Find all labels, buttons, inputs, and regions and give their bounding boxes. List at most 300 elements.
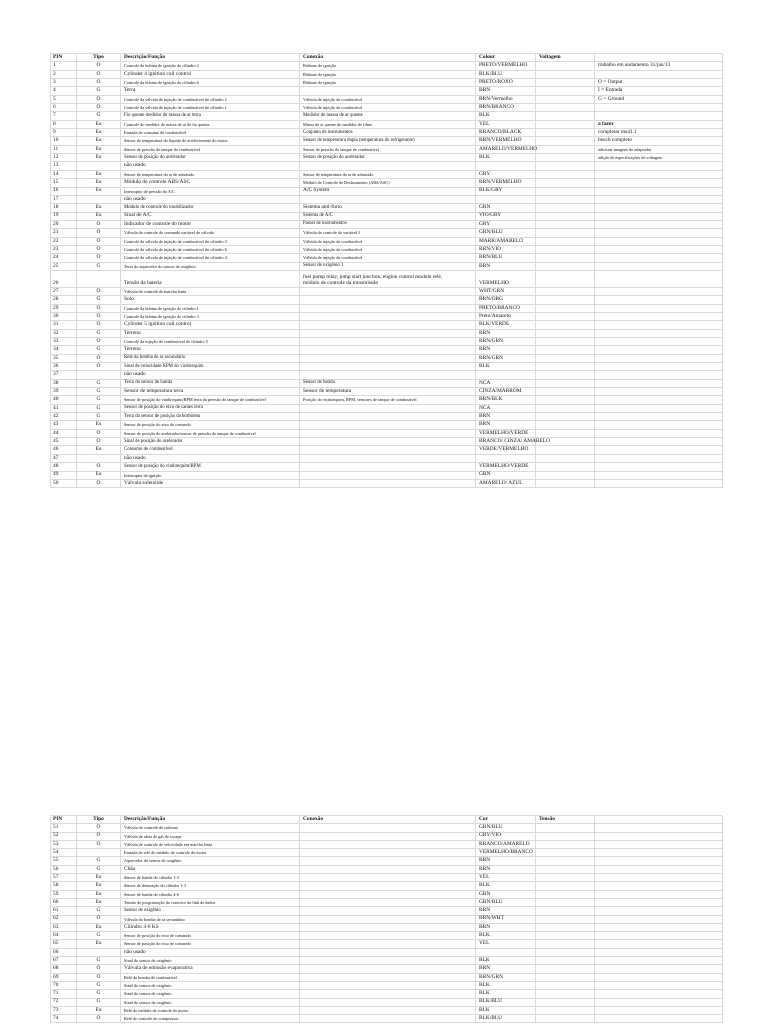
table-row [51,405,722,413]
descricao-cell: Terra [121,87,300,95]
tipo-cell: G [77,982,121,990]
pin-cell: 68 [51,965,77,973]
pin-cell: 48 [51,463,77,471]
tensao-cell [536,254,595,262]
tipo-cell: G [77,388,121,396]
cor-cell: WHT/GRN [476,288,536,296]
table-row [51,924,722,932]
descricao-cell: Sensor de temperatura do líquido de arrefecimento do motor [121,137,300,145]
tensao-cell [536,899,595,907]
tensao-cell [536,455,595,463]
descricao-cell: Módulo de controle ABS/ASC [121,179,300,187]
conexao-cell [300,446,476,454]
nota-cell [595,932,723,940]
tensao-cell [536,1007,595,1015]
descricao-cell: Sinal do sensor de oxigênio [121,990,300,998]
pin-cell: 13 [51,162,77,170]
tensao-cell [536,891,595,899]
descricao-cell: Sensor de temperatura do ar de admissão [121,171,300,179]
descricao-cell: Válvula de controle de velocidade em marcha lenta [121,841,300,849]
nota-cell [595,916,723,924]
tensao-cell [536,824,595,832]
nota-cell [595,866,723,874]
table-row [51,221,722,229]
descricao-cell: Controle da injeção de combustível do cilindro 5 [121,338,300,346]
pinout-table-page-1 [50,53,722,488]
tipo-cell: G [77,957,121,965]
header-tipo: Tipo [77,816,121,824]
conexao-cell: Sensor de oxigênio 1 [300,263,476,271]
tensao-cell [536,321,595,329]
conexao-cell [300,162,476,170]
pin-cell: 40 [51,396,77,404]
conexao-cell [300,305,476,313]
descricao-cell: Fio quente medidor de massa de ar terra [121,112,300,120]
pin-cell: 43 [51,421,77,429]
pin-cell: 37 [51,371,77,379]
cor-cell: VERMELHO/BRANCO [476,849,536,857]
nota-cell [595,990,723,998]
descricao-cell: Sensor de posição do eixo de comando [121,932,300,940]
table-row [51,932,722,940]
conexao-cell [300,990,476,998]
cor-cell: PRETO/BRANCO [476,305,536,313]
nota-cell: completar ms41.1 [595,129,723,137]
tipo-cell: Eu [77,940,121,948]
tipo-cell: G [77,112,121,120]
tipo-cell: O [77,238,121,246]
pin-cell: 65 [51,940,77,948]
nota-cell [595,246,723,254]
cor-cell: BLK [476,957,536,965]
tensao-cell [536,246,595,254]
pin-cell: 16 [51,188,77,196]
table-row [51,965,722,973]
cor-cell: BRN/BRANCO [476,104,536,112]
header-conexao: Conexão [300,54,476,62]
tensao-cell [536,480,595,488]
pin-cell: 53 [51,841,77,849]
table-row [51,62,722,70]
tensao-cell [536,129,595,137]
nota-cell [595,396,723,404]
tensao-cell [536,446,595,454]
table-row [51,154,722,162]
descricao-cell: Sensor de temperatura terra [121,388,300,396]
conexao-cell: Bobinas de ignição [300,62,476,70]
descricao-cell: Aquecedor do sensor de oxigênio [121,857,300,865]
table-row [51,907,722,915]
cor-cell: GRN/BLU [476,899,536,907]
pin-cell: 71 [51,990,77,998]
header-nota [595,54,723,62]
nota-cell [595,455,723,463]
cor-cell: GRN [476,891,536,899]
pin-cell: 15 [51,179,77,187]
descricao-cell: Tensão de programação do conector do link de dados [121,899,300,907]
conexao-cell [300,313,476,321]
pin-cell: 10 [51,137,77,145]
cor-cell: MARR/AMARELO [476,238,536,246]
tipo-cell: O [77,254,121,262]
table-row [51,480,722,488]
tensao-cell [536,363,595,371]
conexao-cell [300,196,476,204]
tensao-cell [536,338,595,346]
conexao-cell [300,940,476,948]
nota-cell [595,254,723,262]
pin-cell: 41 [51,405,77,413]
pin-cell: 73 [51,1007,77,1015]
tipo-cell: O [77,321,121,329]
table-row [51,104,722,112]
tipo-cell: Eu [77,924,121,932]
descricao-cell: Cylinder 5 ignition coil control [121,321,300,329]
pin-cell: 66 [51,949,77,957]
table-row [51,421,722,429]
conexao-cell: Massa de ar quente do medidor de filme [300,121,476,129]
table-row [51,363,722,371]
cor-cell: BLK/BLU [476,71,536,79]
tensao-cell [536,305,595,313]
nota-cell [595,221,723,229]
tensao-cell [536,330,595,338]
cor-cell: GRN [476,204,536,212]
descricao-cell: Consumo de combustível [121,446,300,454]
cor-cell: VIO/GRY [476,213,536,221]
descricao-cell: não usado [121,162,300,170]
nota-cell [595,371,723,379]
nota-cell [595,229,723,237]
nota-cell [595,940,723,948]
cor-cell: BRN [476,330,536,338]
pin-cell: 52 [51,833,77,841]
nota-cell [595,346,723,354]
pin-cell: 2 [51,71,77,79]
tipo-cell: Eu [77,171,121,179]
cor-cell [476,196,536,204]
tipo-cell: Eu [77,204,121,212]
pin-cell: 38 [51,380,77,388]
tensao-cell [536,957,595,965]
tipo-cell: Eu [77,179,121,187]
pin-cell: 18 [51,204,77,212]
tipo-cell: O [77,824,121,832]
table-row [51,999,722,1007]
pin-cell: 29 [51,305,77,313]
table-row [51,96,722,104]
pin-cell: 21 [51,229,77,237]
nota-cell [595,882,723,890]
nota-cell [595,196,723,204]
cor-cell: BRN/VIO [476,246,536,254]
descricao-cell: Cylinder 4 ignition coil control [121,71,300,79]
pin-cell: 72 [51,999,77,1007]
tensao-cell [536,137,595,145]
tipo-cell [77,455,121,463]
table-row [51,380,722,388]
table-row [51,866,722,874]
table-row [51,438,722,446]
pin-cell: 12 [51,154,77,162]
table-row [51,1007,722,1015]
tensao-cell [536,396,595,404]
pin-cell: 7 [51,112,77,120]
cor-cell: BRANCO/AMARELO [476,841,536,849]
cor-cell: BRN/VERMELHO [476,179,536,187]
descricao-cell: Sensor de posição do virabrequim/RPM terra da pressão do tanque de combustível [121,396,300,404]
table-row [51,246,722,254]
tensao-cell [536,924,595,932]
tipo-cell: O [77,916,121,924]
nota-cell [595,1015,723,1023]
table-row [51,346,722,354]
pin-cell: 24 [51,254,77,262]
table-row [51,196,722,204]
tensao-cell [536,916,595,924]
tipo-cell: Eu [77,188,121,196]
nota-cell [595,380,723,388]
cor-cell: Preto/Amarelo [476,313,536,321]
descricao-cell: Terra do sensor de batida [121,380,300,388]
pin-cell: 26 [51,271,77,288]
conexao-cell [300,907,476,915]
conexao-cell: fuel pump relay, jump start junction, engine control module relé, módulo de controle da transmissão [300,271,476,288]
descricao-cell: Controle da bobina de ignição do cilindro 3 [121,313,300,321]
tipo-cell: O [77,841,121,849]
cor-cell: BLK [476,363,536,371]
cor-cell: BRN/BLU [476,254,536,262]
cor-cell: BRN [476,263,536,271]
table-row [51,396,722,404]
tipo-cell: Eu [77,882,121,890]
nota-cell [595,355,723,363]
nota-cell [595,188,723,196]
cor-cell [476,949,536,957]
header-tensao: Tensão [536,816,595,824]
conexao-cell [300,833,476,841]
nota-cell [595,321,723,329]
table-row [51,79,722,87]
conexao-cell: Válvula de injeção de combustível [300,238,476,246]
table-row [51,899,722,907]
table-row [51,338,722,346]
cor-cell [476,162,536,170]
tensao-cell [536,982,595,990]
conexao-cell [300,472,476,480]
pin-cell: 28 [51,296,77,304]
cor-cell: YEL [476,940,536,948]
tipo-cell: G [77,405,121,413]
tensao-cell [536,96,595,104]
tensao-cell [536,405,595,413]
cor-cell: GRY [476,171,536,179]
conexao-cell [300,296,476,304]
tipo-cell: Eu [77,213,121,221]
conexao-cell [300,330,476,338]
table-row [51,833,722,841]
tipo-cell [77,162,121,170]
tipo-cell: G [77,932,121,940]
table-row [51,430,722,438]
pin-cell: 22 [51,238,77,246]
conexao-cell [300,957,476,965]
cor-cell [476,455,536,463]
descricao-cell: Controle da bobina de ignição do cilindro 2 [121,62,300,70]
tensao-cell [536,463,595,471]
table-row [51,857,722,865]
pin-cell: 6 [51,104,77,112]
conexao-cell: Válvula de injeção de combustível [300,246,476,254]
tipo-cell: O [77,1015,121,1023]
table-row [51,313,722,321]
conexao-cell [300,924,476,932]
nota-cell [595,430,723,438]
tipo-cell: G [77,380,121,388]
pin-cell: 62 [51,916,77,924]
cor-cell: BLK/GRY [476,188,536,196]
header-descricao: Descrição/Função [121,54,300,62]
cor-cell: GRY/VIO [476,833,536,841]
nota-cell [595,388,723,396]
table-row [51,204,722,212]
tipo-cell: O [77,480,121,488]
nota-cell [595,849,723,857]
descricao-cell: Sensor de posição do acelerador/sensor de pressão do tanque de combustível [121,430,300,438]
descricao-cell: Indicador de controle do motor [121,221,300,229]
table-row [51,179,722,187]
nota-cell [595,957,723,965]
descricao-cell: Sensor de detonação do cilindro 1-3 [121,882,300,890]
nota-cell [595,162,723,170]
cor-cell: YEL [476,874,536,882]
nota-cell: G = Ground [595,96,723,104]
pin-cell: 11 [51,146,77,154]
conexao-cell: Medidor de massa de ar quente [300,112,476,120]
tipo-cell: O [77,974,121,982]
pin-cell: 30 [51,313,77,321]
tipo-cell: G [77,296,121,304]
descricao-cell: Terra do aquecedor do sensor de oxigênio [121,263,300,271]
conexao-cell: Sistema anti-furto [300,204,476,212]
tensao-cell [536,313,595,321]
tensao-cell [536,371,595,379]
nota-cell [595,413,723,421]
cor-cell: BLK [476,990,536,998]
table-row [51,263,722,271]
tensao-cell [536,421,595,429]
descricao-cell: Sinal de A/C [121,213,300,221]
nota-cell [595,874,723,882]
cor-cell: BRN/WHT [476,916,536,924]
tensao-cell [536,146,595,154]
table-row [51,162,722,170]
conexao-cell: Sensor de posição do acelerador [300,154,476,162]
header-descricao: Descrição/Função [121,816,300,824]
conexao-cell [300,413,476,421]
cor-cell: GRN/BLU [476,229,536,237]
pin-cell: 69 [51,974,77,982]
pin-cell: 70 [51,982,77,990]
nota-cell [595,446,723,454]
descricao-cell: Terreno [121,346,300,354]
header-row [51,54,722,62]
cor-cell: BRN [476,965,536,973]
descricao-cell: Controle da bobina de ignição do cilindro 6 [121,79,300,87]
conexao-cell: Sistema de A/C [300,213,476,221]
descricao-cell: Relé do módulo de controle do motor [121,1007,300,1015]
table-row [51,1015,722,1023]
nota-cell: O = Output [595,79,723,87]
nota-cell [595,924,723,932]
header-tensao: Voltagem [536,54,595,62]
tensao-cell [536,974,595,982]
conexao-cell: Válvula de controle de variável 1 [300,229,476,237]
conexao-cell [300,1015,476,1023]
pin-cell: 54 [51,849,77,857]
descricao-cell: não usado [121,371,300,379]
tensao-cell [536,296,595,304]
tipo-cell: Eu [77,891,121,899]
table-row [51,413,722,421]
tipo-cell: O [77,305,121,313]
conexao-cell: Conjunto de instrumentos [300,129,476,137]
tipo-cell: O [77,833,121,841]
cor-cell: BRN [476,413,536,421]
tensao-cell [536,1015,595,1023]
conexao-cell: Bobinas de ignição [300,71,476,79]
table-row [51,121,722,129]
conexao-cell [300,849,476,857]
tensao-cell [536,263,595,271]
descricao-cell: Sensor de posição do virabrequim/RPM [121,463,300,471]
descricao-cell: Sinal de velocidade RPM do virabrequim [121,363,300,371]
table-row [51,355,722,363]
table-row [51,238,722,246]
pin-cell: 19 [51,213,77,221]
descricao-cell: Válvula de emissão evaporativa [121,965,300,973]
table-row [51,874,722,882]
tensao-cell [536,188,595,196]
descricao-cell: Sensor de posição do eixo de comando [121,421,300,429]
tensao-cell [536,866,595,874]
nota-cell [595,338,723,346]
table-row [51,271,722,288]
nota-cell [595,472,723,480]
conexao-cell [300,288,476,296]
nota-cell [595,949,723,957]
conexao-cell: Sensor de pressão do tanque de combustível [300,146,476,154]
descricao-cell: Controle da bobina de ignição do cilindro 1 [121,305,300,313]
tipo-cell: O [77,104,121,112]
descricao-cell: Interruptor de pressão do A/C [121,188,300,196]
tipo-cell [77,949,121,957]
table-row [51,916,722,924]
conexao-cell [300,999,476,1007]
tensao-cell [536,162,595,170]
nota-cell [595,288,723,296]
descricao-cell: Sensor de posição do acelerador [121,154,300,162]
descricao-cell: Terra do sensor de posição da borboleta [121,413,300,421]
tipo-cell: G [77,330,121,338]
conexao-cell [300,932,476,940]
tensao-cell [536,355,595,363]
tensao-cell [536,857,595,865]
descricao-cell: Válvula de controle de carbono [121,824,300,832]
conexao-cell [300,430,476,438]
cor-cell: VERMELHO/VERDE [476,430,536,438]
pin-cell: 56 [51,866,77,874]
